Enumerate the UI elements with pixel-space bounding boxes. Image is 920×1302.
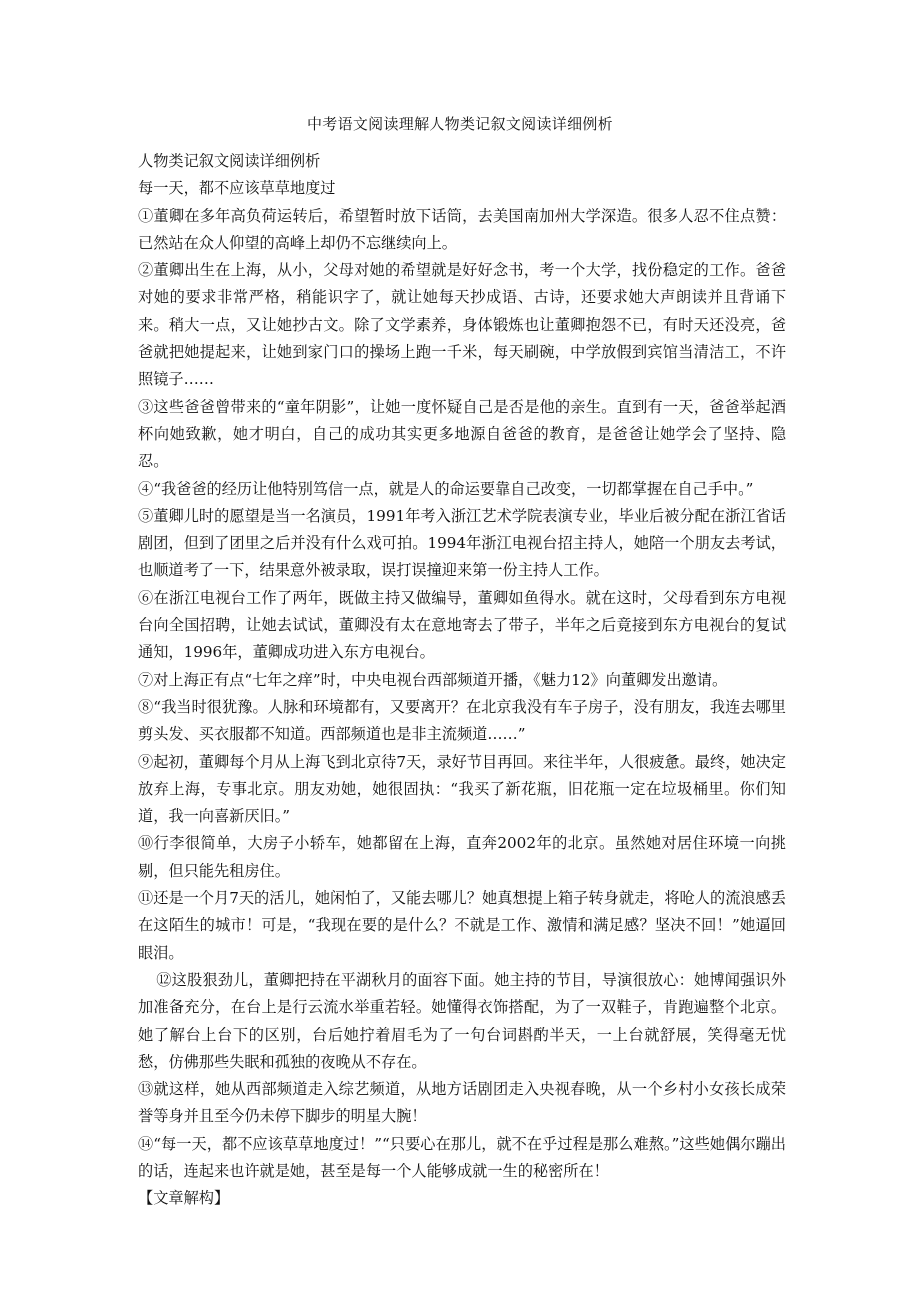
document-body (138, 148, 786, 1213)
paragraph-10: ⑩行李很简单，大房子小轿车，她都留在上海，直奔2002年的北京。虽然她对居住环境一向挑剔，但只能先租房住。 (138, 834, 786, 880)
paragraph-3: ③这些爸爸曾带来的“童年阴影”，让她一度怀疑自己是否是他的亲生。直到有一天，爸爸举起酒杯向她致歉，她才明白，自己的成功其实更多地源自爸爸的教育，是爸爸让她学会了坚持、隐忍。 (138, 397, 786, 471)
paragraph-9: ⑨起初，董卿每个月从上海飞到北京待7天，录好节目再回。来往半年，人很疲惫。最终，她决定放弃上海，专事北京。朋友劝她，她很固执：“我买了新花瓶，旧花瓶一定在垃圾桶里。你们知道，我一向喜新厌旧。” (138, 752, 786, 826)
section-heading: 【文章解构】 (138, 1189, 230, 1208)
subtitle: 人物类记叙文阅读详细例析 (138, 152, 321, 170)
paragraph-6: ⑥在浙江电视台工作了两年，既做主持又做编导，董卿如鱼得水。就在这时，父母看到东方电视台向全国招聘，让她去试试，董卿没有太在意地寄去了带子，半年之后竟接到东方电视台的复试通知，1996年，董卿成功进入东方电视台。 (138, 588, 786, 662)
essay-title: 每一天，都不应该草草地度过 (138, 179, 336, 198)
document-title: 中考语文阅读理解人物类记叙文阅读详细例析 (306, 115, 613, 133)
paragraph-8: ⑧“我当时很犹豫。人脉和环境都有，又要离开？在北京我没有车子房子，没有朋友，我连去哪里剪头发、买衣服都不知道。西部频道也是非主流频道……” (138, 697, 786, 744)
paragraph-1: ①董卿在多年高负荷运转后，希望暂时放下话筒，去美国南加州大学深造。很多人忍不住点赞：已然站在众人仰望的高峰上却仍不忘继续向上。 (138, 206, 786, 252)
paragraph-7: ⑦对上海正有点“七年之痒”时，中央电视台西部频道开播，《魅力12》向董卿发出邀请。 (138, 670, 728, 689)
paragraph-5: ⑤董卿儿时的愿望是当一名演员，1991年考入浙江艺术学院表演专业，毕业后被分配在浙江省话剧团，但到了团里之后并没有什么戏可拍。1994年浙江电视台招主持人，她陪一个朋友去考试，也顺道考了一下，结果意外被录取，误打误撞迎来第一份主持人工作。 (138, 506, 786, 580)
paragraph-2: ②董卿出生在上海，从小，父母对她的希望就是好好念书，考一个大学，找份稳定的工作。爸爸对她的要求非常严格，稍能识字了，就让她每天抄成语、古诗，还要求她大声朗读并且背诵下来。稍大一点，又让她抄古文。除了文学素养，身体锻炼也让董卿抱怨不已，有时天还没亮，爸爸就把她提起来，让她到家门口的操场上跑一千米，每天刷碗，中学放假到宾馆当清洁工，不许照镜子…… (138, 261, 786, 389)
paragraph-12: ⑫这股狠劲儿，董卿把持在平湖秋月的面容下面。她主持的节目，导演很放心：她博闻强识外加准备充分，在台上是行云流水举重若轻。她懂得衣饰搭配，为了一双鞋子，肯跑遍整个北京。她了解台上台下的区别，台后她拧着眉毛为了一句台词斟酌半天，一上台就舒展，笑得毫无忧愁，仿佛那些失眠和孤独的夜晚从不存在。 (138, 970, 786, 1071)
paragraph-11: ⑪还是一个月7天的活儿，她闲怕了，又能去哪儿？她真想提上箱子转身就走，将呛人的流浪感丢在这陌生的城市！可是，“我现在要的是什么？不就是工作、激情和满足感？坚决不回！”她逼回眼泪。 (138, 889, 786, 962)
paragraph-14: ⑭“每一天，都不应该草草地度过！”“只要心在那儿，就不在乎过程是那么难熬。”这些她偶尔蹦出的话，连起来也许就是她，甚至是每一个人能够成就一生的秘密所在！ (138, 1134, 786, 1180)
paragraph-13: ⑬就这样，她从西部频道走入综艺频道，从地方话剧团走入央视春晚，从一个乡村小女孩长成荣誉等身并且至今仍未停下脚步的明星大腕！ (138, 1080, 786, 1126)
paragraph-4: ④“我爸爸的经历让他特别笃信一点，就是人的命运要靠自己改变，一切都掌握在自己手中。” (138, 479, 754, 498)
